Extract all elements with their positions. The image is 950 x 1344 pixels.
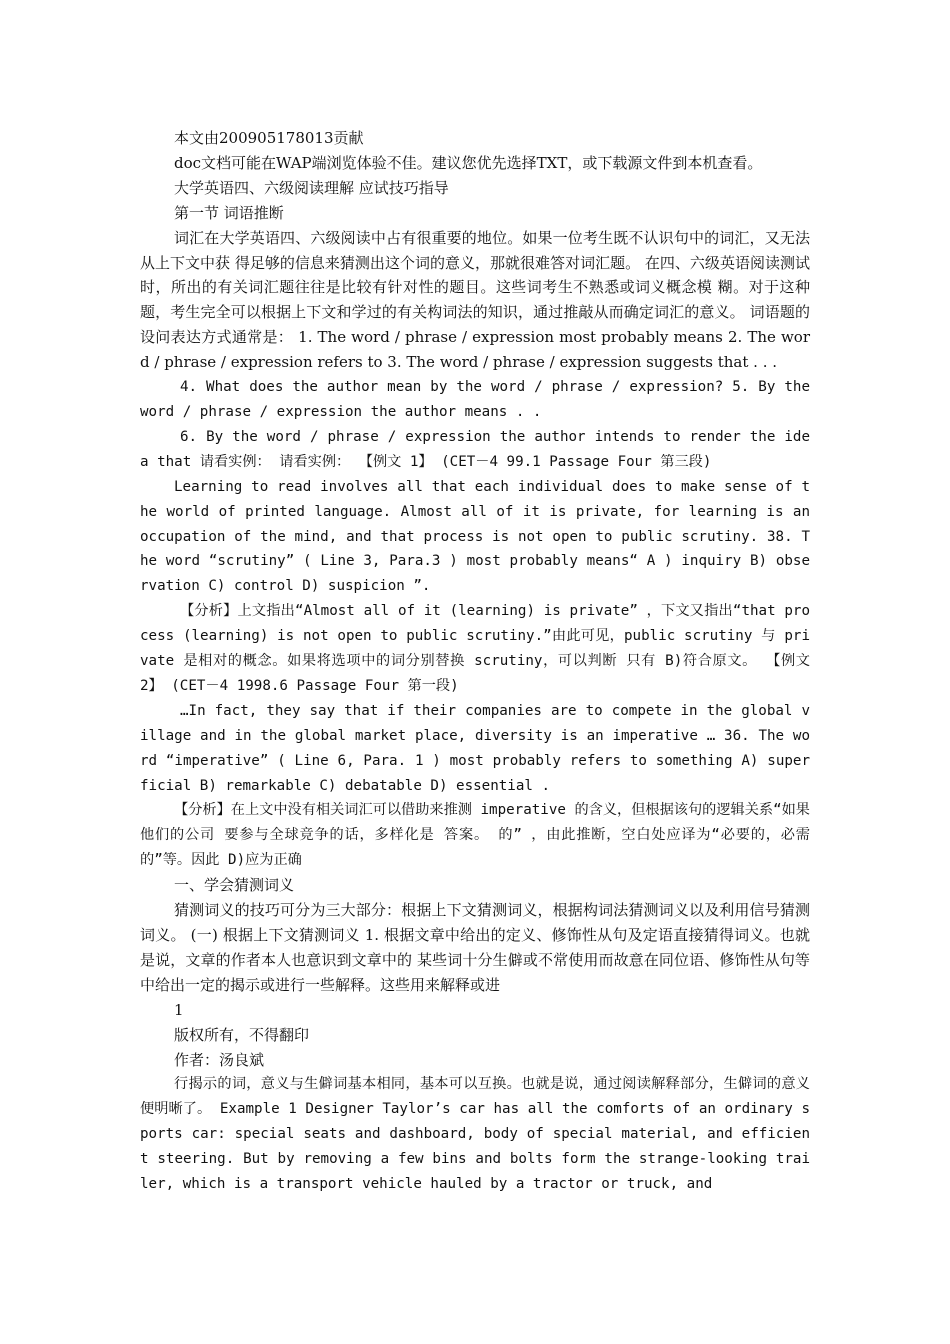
example-2-analysis: 【分析】在上文中没有相关词汇可以借助来推测 imperative 的含义，但根据该句的逻辑关系“如果他们的公司 要参与全球竞争的话，多样化是 答案。 的” ，由此推断，空白处应译为“必要的，必需的”等。因此 D)应为正确: [140, 802, 810, 869]
example-1-analysis: 【分析】上文指出“Almost all of it (learning) is private” ，下文又指出“that process (learning) is not open to public scrutiny.”由此可见，public scrutiny 与 private 是相对的概念。如果将选项中的词分别替换 scrutiny，可以判断 只有 B)符合原文。 【例文 2】 (CET－4 1998.6 Passage Four 第一段): [140, 603, 810, 694]
intro-paragraph: 词汇在大学英语四、六级阅读中占有很重要的地位。如果一位考生既不认识句中的词汇，又无法从上下文中获 得足够的信息来猜测出这个词的意义，那就很难答对词汇题。 在四、六级英语阅读测试时，所出的有关词汇题往往是比较有针对性的题目。这些词考生不熟悉或词义概念模 糊。对于这种题，考生完全可以根据上下文和学过的有关构词法的知识，通过推敲从而确定词汇的意义。 词语题的设问表达方式通常是： 1. The word / phrase / expression most probably means 2. The word / phrase / expression refers to 3. The word / phrase / expression suggests that . . .: [140, 228, 810, 372]
author-line: 作者：汤良斌: [174, 1050, 265, 1069]
example-2-passage: …In fact, they say that if their companies are to compete in the global village and in the global market place, diversity is an imperative … 36. The word “imperative” ( Line 6, Para. 1 ) most probably refers to something A) superficial B) remarkable C) debatable D) essential .: [140, 702, 810, 794]
example-1-passage: Learning to read involves all that each individual does to make sense of the world of printed language. Almost all of it is private, for learning is an occupation of the mind, and that process is not open to public scrutiny. 38. The word “scrutiny” ( Line 3, Para.3 ) most probably means“ A ) inquiry B) observation C) control D) suspicion ”.: [140, 478, 810, 595]
contributor-line: 本文由200905178013贡献: [174, 129, 364, 147]
document-title: 大学英语四、六级阅读理解 应试技巧指导: [174, 178, 449, 197]
page-number: 1: [174, 1000, 184, 1019]
copyright-notice: 版权所有，不得翻印: [174, 1025, 310, 1044]
question-forms-line-2: 4. What does the author mean by the word / phrase / expression? 5. By the word / phrase / expression the author means . .: [140, 379, 810, 420]
subsection-heading: 一、学会猜测词义: [174, 876, 295, 895]
continuation-paragraph: 行揭示的词，意义与生僻词基本相同，基本可以互换。也就是说，通过阅读解释部分，生僻词的意义便明晰了。 Example 1 Designer Taylor’s car has all the comforts of an ordinary sports car: special seats and dashboard, body of special material, and efficient steering. But by removing a few bins and bolts form the strange-looking trailer, which is a transport vehicle hauled by a tractor or truck, and: [140, 1076, 810, 1193]
section-heading: 第一节 词语推断: [174, 203, 284, 222]
question-forms-line-3: 6. By the word / phrase / expression the author intends to render the idea that 请看实例： 请看实例： 【例文 1】 (CET－4 99.1 Passage Four 第三段): [140, 428, 810, 470]
doc-notice: doc文档可能在WAP端浏览体验不佳。建议您优先选择TXT，或下载源文件到本机查看。: [174, 153, 763, 172]
guess-paragraph: 猜测词义的技巧可分为三大部分：根据上下文猜测词义，根据构词法猜测词义以及利用信号猜测词义。 (一) 根据上下文猜测词义 1. 根据文章中给出的定义、修饰性从句及定语直接猜得词义。也就是说，文章的作者本人也意识到文章中的 某些词十分生僻或不常使用而故意在同位语、修饰性从句等中给出一定的揭示或进行一些解释。这些用来解释或进: [140, 901, 810, 994]
document-body: [140, 126, 810, 1197]
